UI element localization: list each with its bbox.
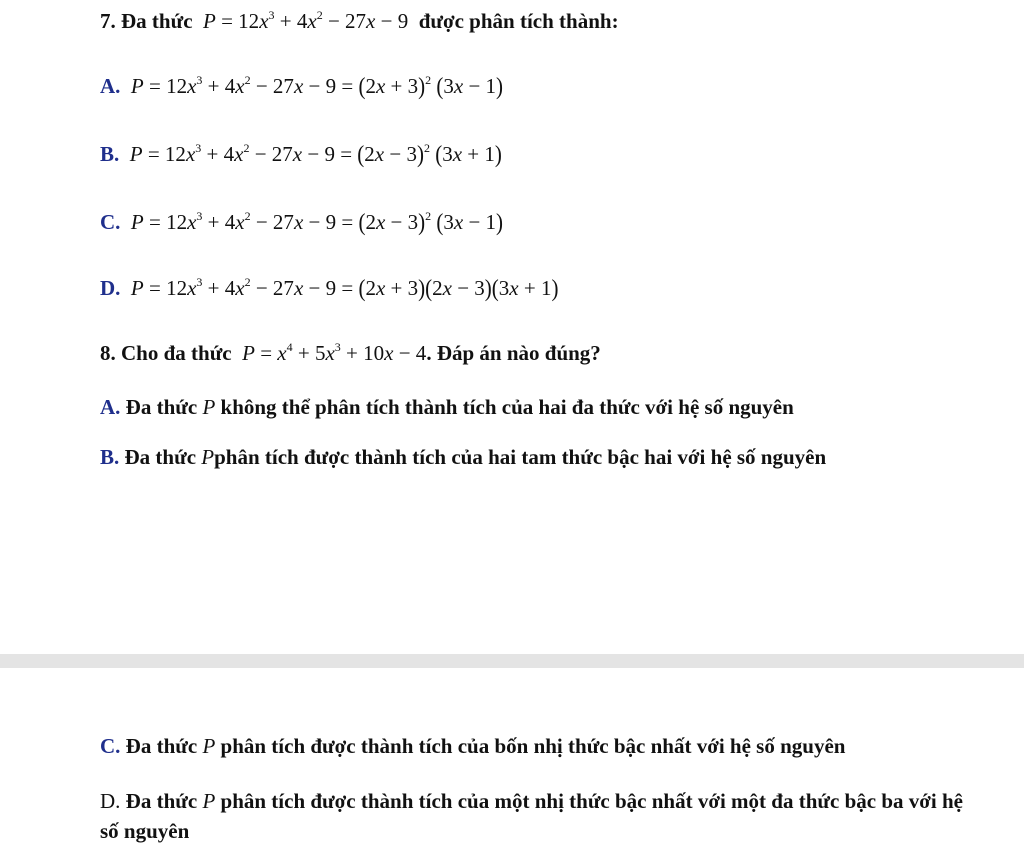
- question-7-option-b[interactable]: [100, 141, 502, 167]
- option-text: Đa thức: [125, 789, 198, 813]
- option-text: Đa thức: [124, 445, 197, 469]
- variable-p: P: [201, 445, 215, 469]
- stem-text: được phân tích thành:: [418, 9, 619, 33]
- question-7-stem: [100, 8, 619, 34]
- option-formula: $P = 12x^3 + 4x^2 - 27x - 9 = (2x - 3)^2$ (3x + 1): [129, 140, 502, 168]
- variable-p: P: [202, 734, 216, 758]
- option-text: phân tích được thành tích của hai tam thức bậc hai với hệ số nguyên: [214, 445, 827, 469]
- option-text: không thể phân tích thành tích của hai đa thức với hệ số nguyên: [220, 395, 794, 419]
- option-label: A.: [100, 74, 121, 98]
- option-label: B.: [100, 142, 120, 166]
- option-label: D.: [100, 276, 121, 300]
- option-formula: $P = 12x^3 + 4x^2 - 27x - 9 = (2x - 3)^2$ (3x − 1): [130, 208, 504, 236]
- option-label: B.: [100, 445, 120, 469]
- variable-p: P: [202, 789, 216, 813]
- option-text: phân tích được thành tích của bốn nhị thức bậc nhất với hệ số nguyên: [220, 734, 846, 758]
- option-label: C.: [100, 734, 121, 758]
- polynomial-formula: $P = 12x^3 + 4x^2 - 27x - 9$: [203, 8, 414, 33]
- page-divider: [0, 654, 1024, 668]
- polynomial-formula: $P = x^4 + 5x^3 + 10x - 4$: [242, 340, 427, 365]
- option-text: phân tích được thành tích của một nhị thức bậc nhất với một đa thức bậc ba với hệ số nguyên: [100, 789, 963, 843]
- option-label: D.: [100, 789, 121, 813]
- question-7-option-a[interactable]: [100, 73, 503, 99]
- question-number: 7.: [100, 9, 116, 33]
- question-7-option-c[interactable]: [100, 209, 503, 235]
- option-text: Đa thức: [125, 734, 198, 758]
- question-8-option-c[interactable]: [100, 733, 845, 759]
- option-text: Đa thức: [125, 395, 198, 419]
- question-7-option-d[interactable]: [100, 275, 558, 301]
- question-number: 8.: [100, 341, 116, 365]
- variable-p: P: [202, 395, 216, 419]
- question-8-option-a[interactable]: [100, 394, 794, 420]
- option-label: A.: [100, 395, 121, 419]
- question-8-stem: [100, 340, 601, 366]
- option-formula: $P = 12x^3 + 4x^2 - 27x - 9 = (2x + 3)(2x - 3)(3x + 1)$: [130, 274, 559, 302]
- question-8-option-b[interactable]: [100, 444, 826, 470]
- option-label: C.: [100, 210, 121, 234]
- stem-text: Đa thức: [121, 9, 193, 33]
- question-8-option-d[interactable]: [100, 786, 980, 846]
- stem-text: Cho đa thức: [121, 341, 232, 365]
- option-formula: $P = 12x^3 + 4x^2 - 27x - 9 = (2x + 3)^2$ (3x − 1): [130, 72, 504, 100]
- stem-text: . Đáp án nào đúng?: [426, 341, 601, 365]
